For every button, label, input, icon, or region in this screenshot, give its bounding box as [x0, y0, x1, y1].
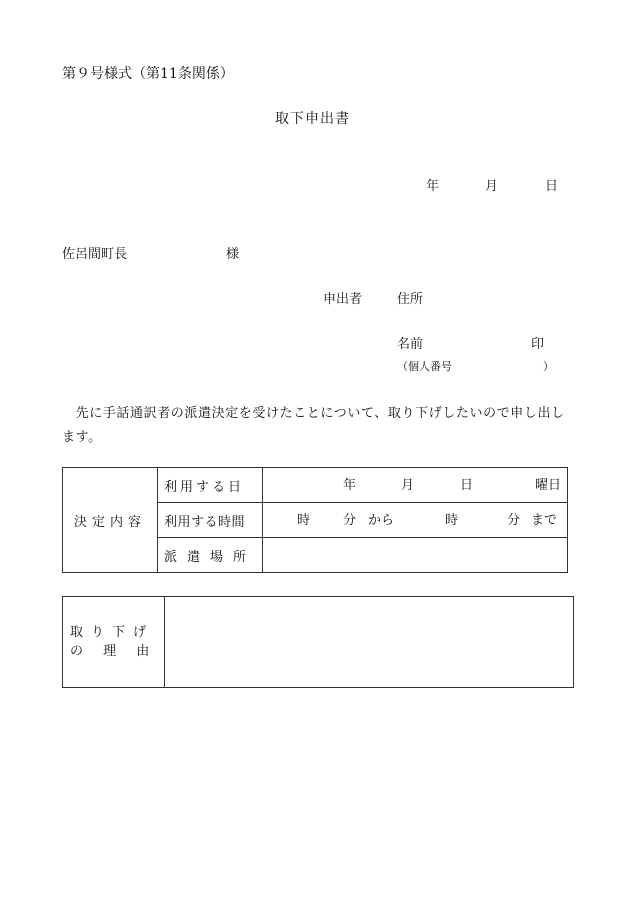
date-day-label: 日 — [545, 179, 559, 194]
statement-text-content: 先に手話通訳者の派遣決定を受けたことについて、取り下げしたいので申し出します。 — [62, 406, 565, 445]
use-date-day: 日 — [460, 478, 474, 493]
place-label: 派遣場所 — [158, 538, 263, 573]
my-number-close-paren: ） — [543, 360, 554, 373]
decision-details-table — [62, 467, 568, 573]
use-time-to: まで — [531, 513, 558, 528]
use-date-year: 年 — [343, 478, 357, 493]
use-time-to-hour: 時 — [445, 513, 459, 528]
address-label: 住所 — [397, 292, 424, 307]
withdrawal-reason-heading — [63, 597, 165, 688]
use-date-month: 月 — [401, 478, 415, 493]
table-row — [63, 468, 568, 503]
name-label: 名前 — [397, 337, 424, 352]
use-date-label: 利用する日 — [158, 468, 263, 503]
document-title: 取下申出書 — [275, 111, 350, 127]
reason-heading-line-2: の 理 由 — [70, 644, 158, 659]
statement-text — [62, 402, 567, 450]
reason-heading-line-1: 取り下げ — [70, 625, 155, 640]
use-time-field[interactable] — [263, 503, 568, 538]
addressee-name: 佐呂間町長 — [62, 247, 128, 262]
table-row — [63, 597, 574, 688]
seal-label: 印 — [531, 337, 545, 352]
applicant-label: 申出者 — [323, 292, 363, 307]
withdrawal-reason-table — [62, 596, 574, 688]
decision-heading: 決定内容 — [63, 468, 158, 573]
use-time-from-minute: 分 — [343, 513, 357, 528]
withdrawal-reason-field[interactable] — [165, 597, 574, 688]
use-time-from-hour: 時 — [297, 513, 311, 528]
use-date-field[interactable] — [263, 468, 568, 503]
place-field[interactable] — [263, 538, 568, 573]
use-time-from: から — [368, 513, 395, 528]
form-number-label: 第９号様式（第11条関係） — [62, 66, 234, 82]
use-date-weekday: 曜日 — [535, 478, 562, 493]
date-month-label: 月 — [485, 179, 499, 194]
use-time-to-minute: 分 — [507, 513, 521, 528]
use-time-label: 利用する時間 — [158, 503, 263, 538]
my-number-label: （個人番号 — [397, 360, 452, 373]
addressee-honorific: 様 — [226, 247, 240, 262]
date-year-label: 年 — [426, 179, 440, 194]
